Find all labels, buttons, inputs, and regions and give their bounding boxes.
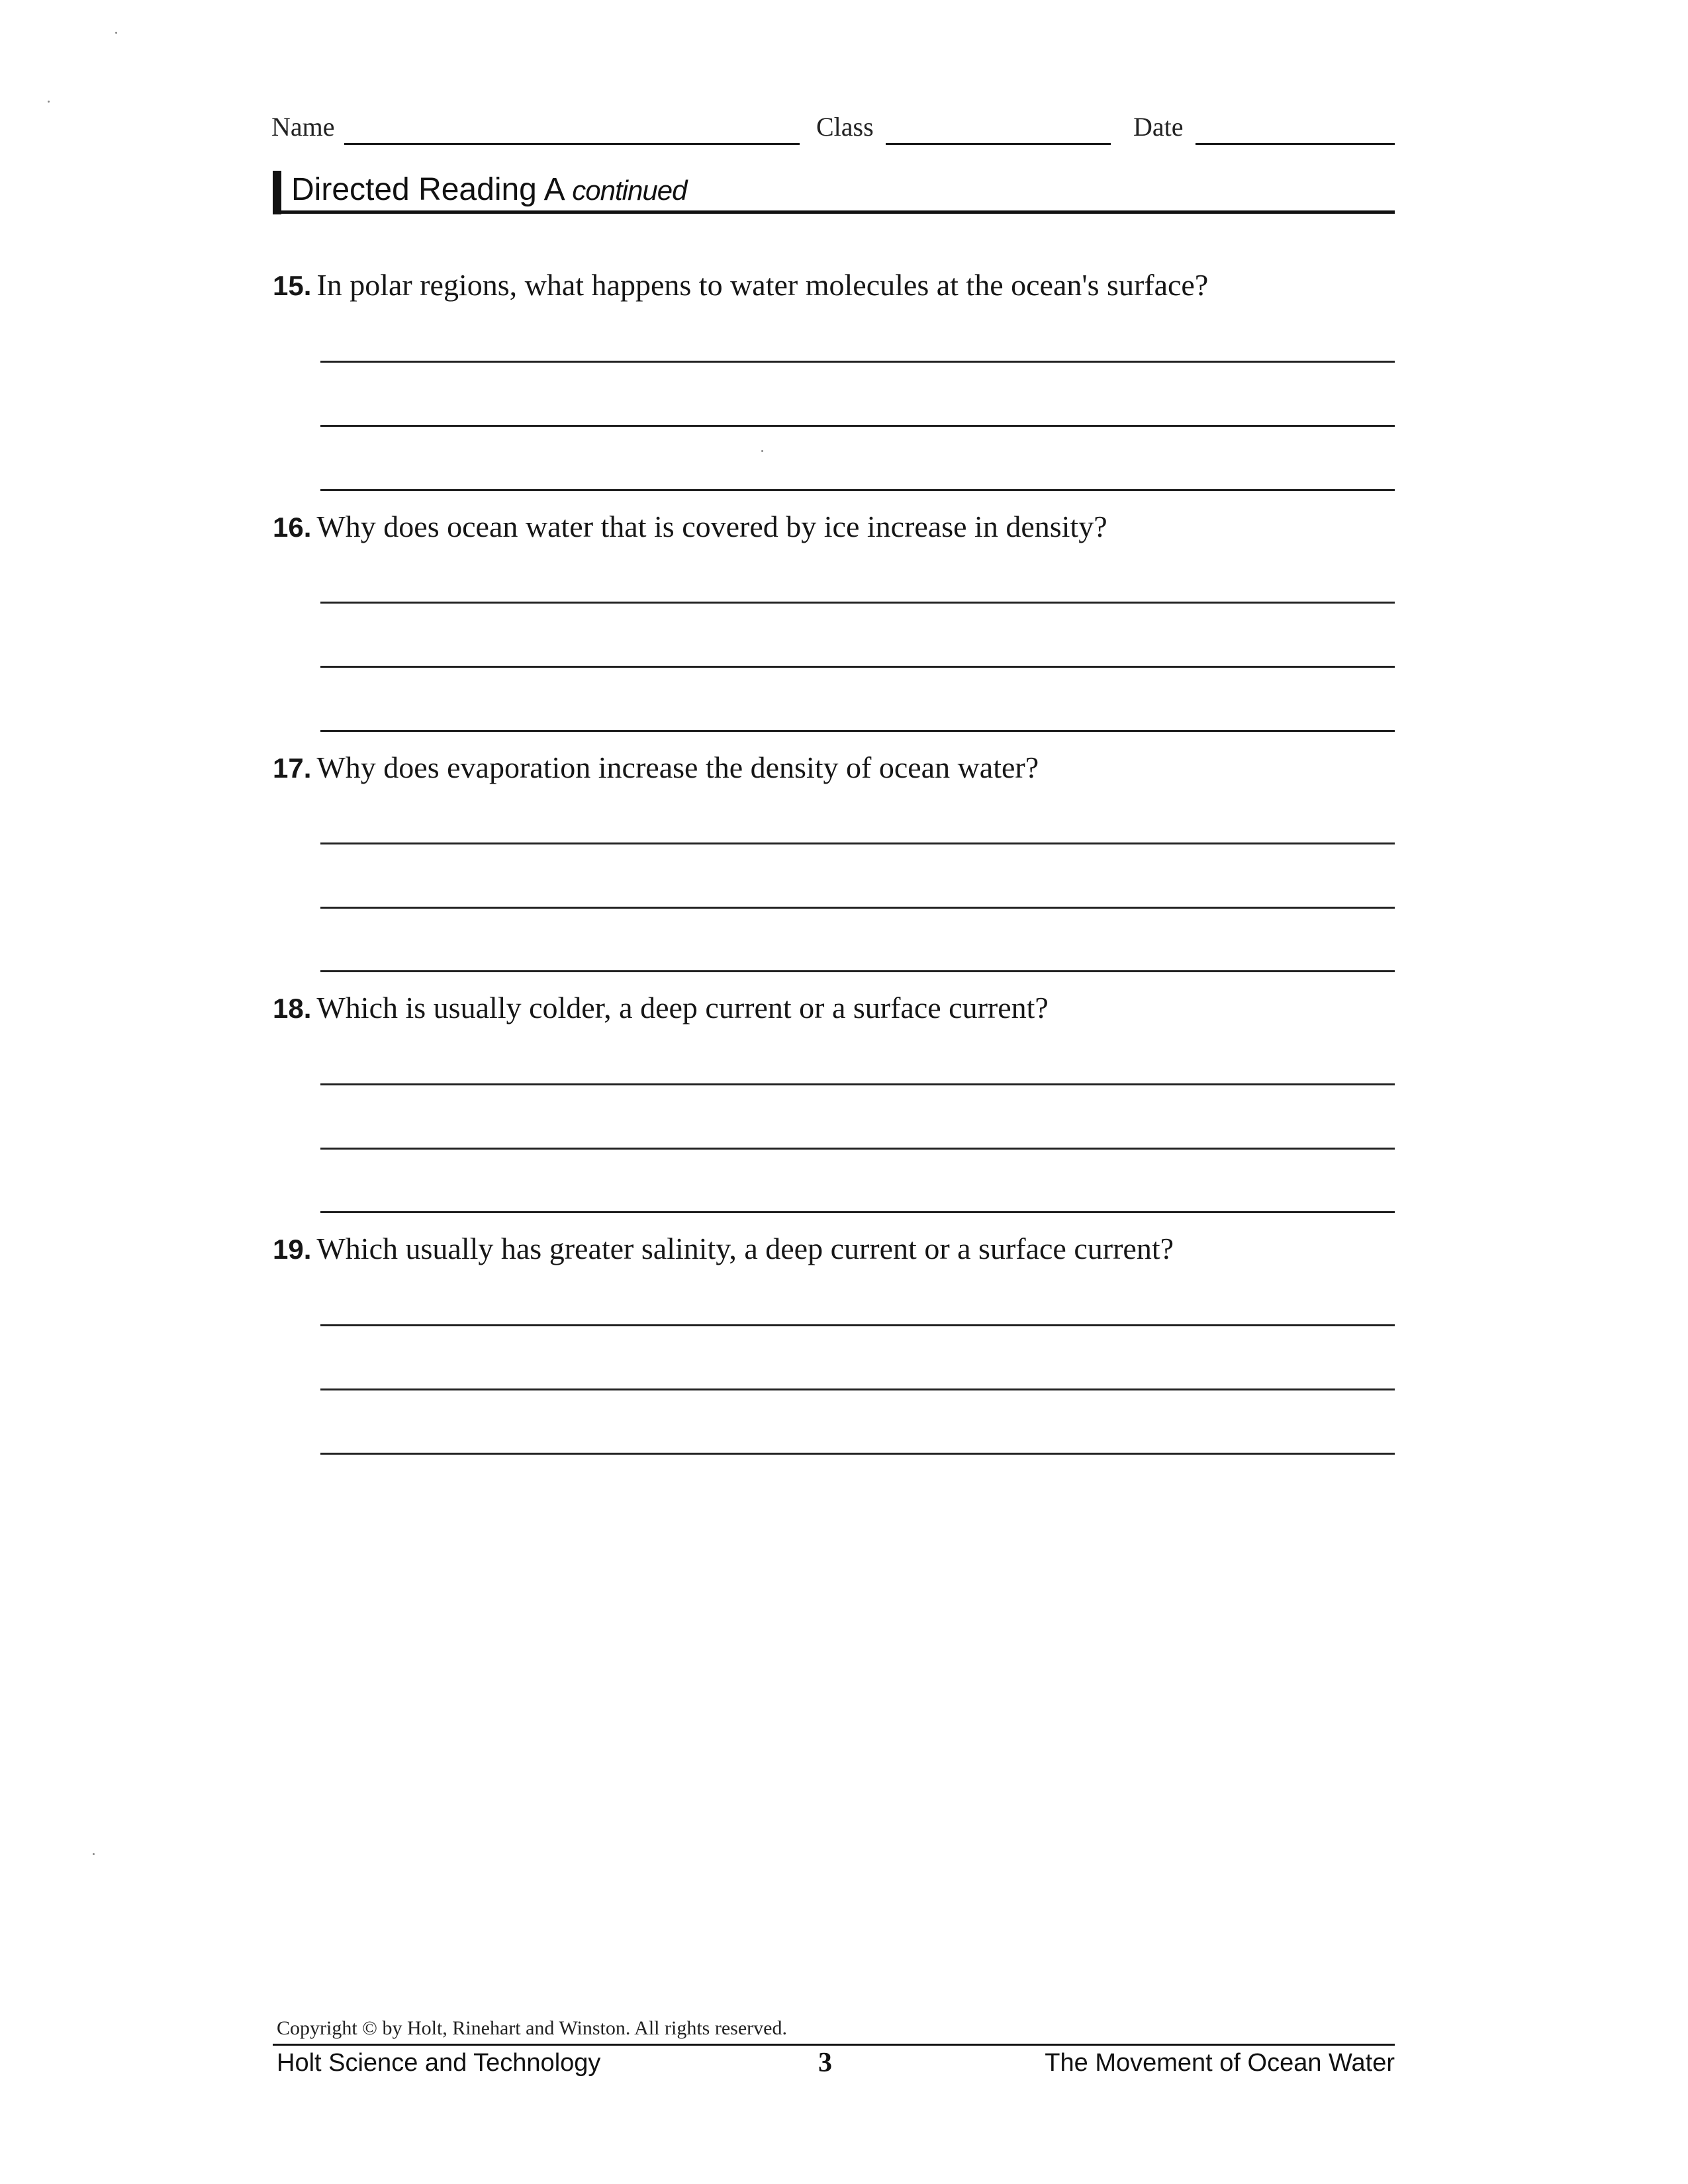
section-title-main: Directed Reading A bbox=[291, 172, 563, 207]
question-text: Why does ocean water that is covered by ice increase in density? bbox=[316, 510, 1107, 543]
question-number: 18. bbox=[273, 993, 312, 1024]
question-text: Which is usually colder, a deep current or a surface current? bbox=[316, 991, 1049, 1024]
scan-speck bbox=[48, 101, 50, 103]
answer-line[interactable] bbox=[320, 1453, 1395, 1455]
answer-line[interactable] bbox=[320, 842, 1395, 844]
answer-line[interactable] bbox=[320, 1211, 1395, 1213]
answer-line[interactable] bbox=[320, 489, 1395, 491]
answer-line[interactable] bbox=[320, 1148, 1395, 1150]
answer-line[interactable] bbox=[320, 1388, 1395, 1390]
section-marker bbox=[273, 171, 281, 214]
copyright-notice: Copyright © by Holt, Rinehart and Winston. All rights reserved. bbox=[277, 2017, 787, 2039]
section-title-continued: continued bbox=[572, 175, 687, 206]
answer-line[interactable] bbox=[320, 1324, 1395, 1326]
question-number: 15. bbox=[273, 270, 312, 301]
question-18 bbox=[273, 993, 1049, 1023]
answer-line[interactable] bbox=[320, 907, 1395, 909]
section-title bbox=[291, 171, 686, 209]
publisher-name: Holt Science and Technology bbox=[277, 2049, 601, 2077]
question-17 bbox=[273, 752, 1039, 783]
chapter-title: The Movement of Ocean Water bbox=[1045, 2049, 1395, 2077]
question-16 bbox=[273, 512, 1107, 542]
page-number: 3 bbox=[818, 2048, 832, 2078]
answer-line[interactable] bbox=[320, 361, 1395, 363]
answer-line[interactable] bbox=[320, 1083, 1395, 1085]
section-title-rule bbox=[273, 210, 1395, 214]
question-text: In polar regions, what happens to water molecules at the ocean's surface? bbox=[316, 268, 1209, 302]
answer-line[interactable] bbox=[320, 666, 1395, 668]
question-number: 16. bbox=[273, 512, 312, 543]
footer-rule bbox=[273, 2044, 1395, 2046]
answer-line[interactable] bbox=[320, 970, 1395, 972]
class-label: Class bbox=[816, 112, 874, 142]
question-text: Why does evaporation increase the density of ocean water? bbox=[316, 751, 1039, 784]
name-label: Name bbox=[271, 112, 335, 142]
class-field[interactable] bbox=[886, 143, 1111, 145]
scan-speck bbox=[93, 1853, 95, 1855]
question-19 bbox=[273, 1234, 1174, 1264]
question-text: Which usually has greater salinity, a deep current or a surface current? bbox=[316, 1232, 1174, 1265]
scan-speck bbox=[115, 32, 117, 34]
question-number: 17. bbox=[273, 752, 312, 784]
date-label: Date bbox=[1133, 112, 1184, 142]
answer-line[interactable] bbox=[320, 425, 1395, 427]
question-15 bbox=[273, 270, 1208, 300]
answer-line[interactable] bbox=[320, 730, 1395, 732]
question-number: 19. bbox=[273, 1234, 312, 1265]
scan-speck bbox=[761, 450, 763, 452]
date-field[interactable] bbox=[1196, 143, 1395, 145]
answer-line[interactable] bbox=[320, 602, 1395, 604]
name-field[interactable] bbox=[344, 143, 800, 145]
